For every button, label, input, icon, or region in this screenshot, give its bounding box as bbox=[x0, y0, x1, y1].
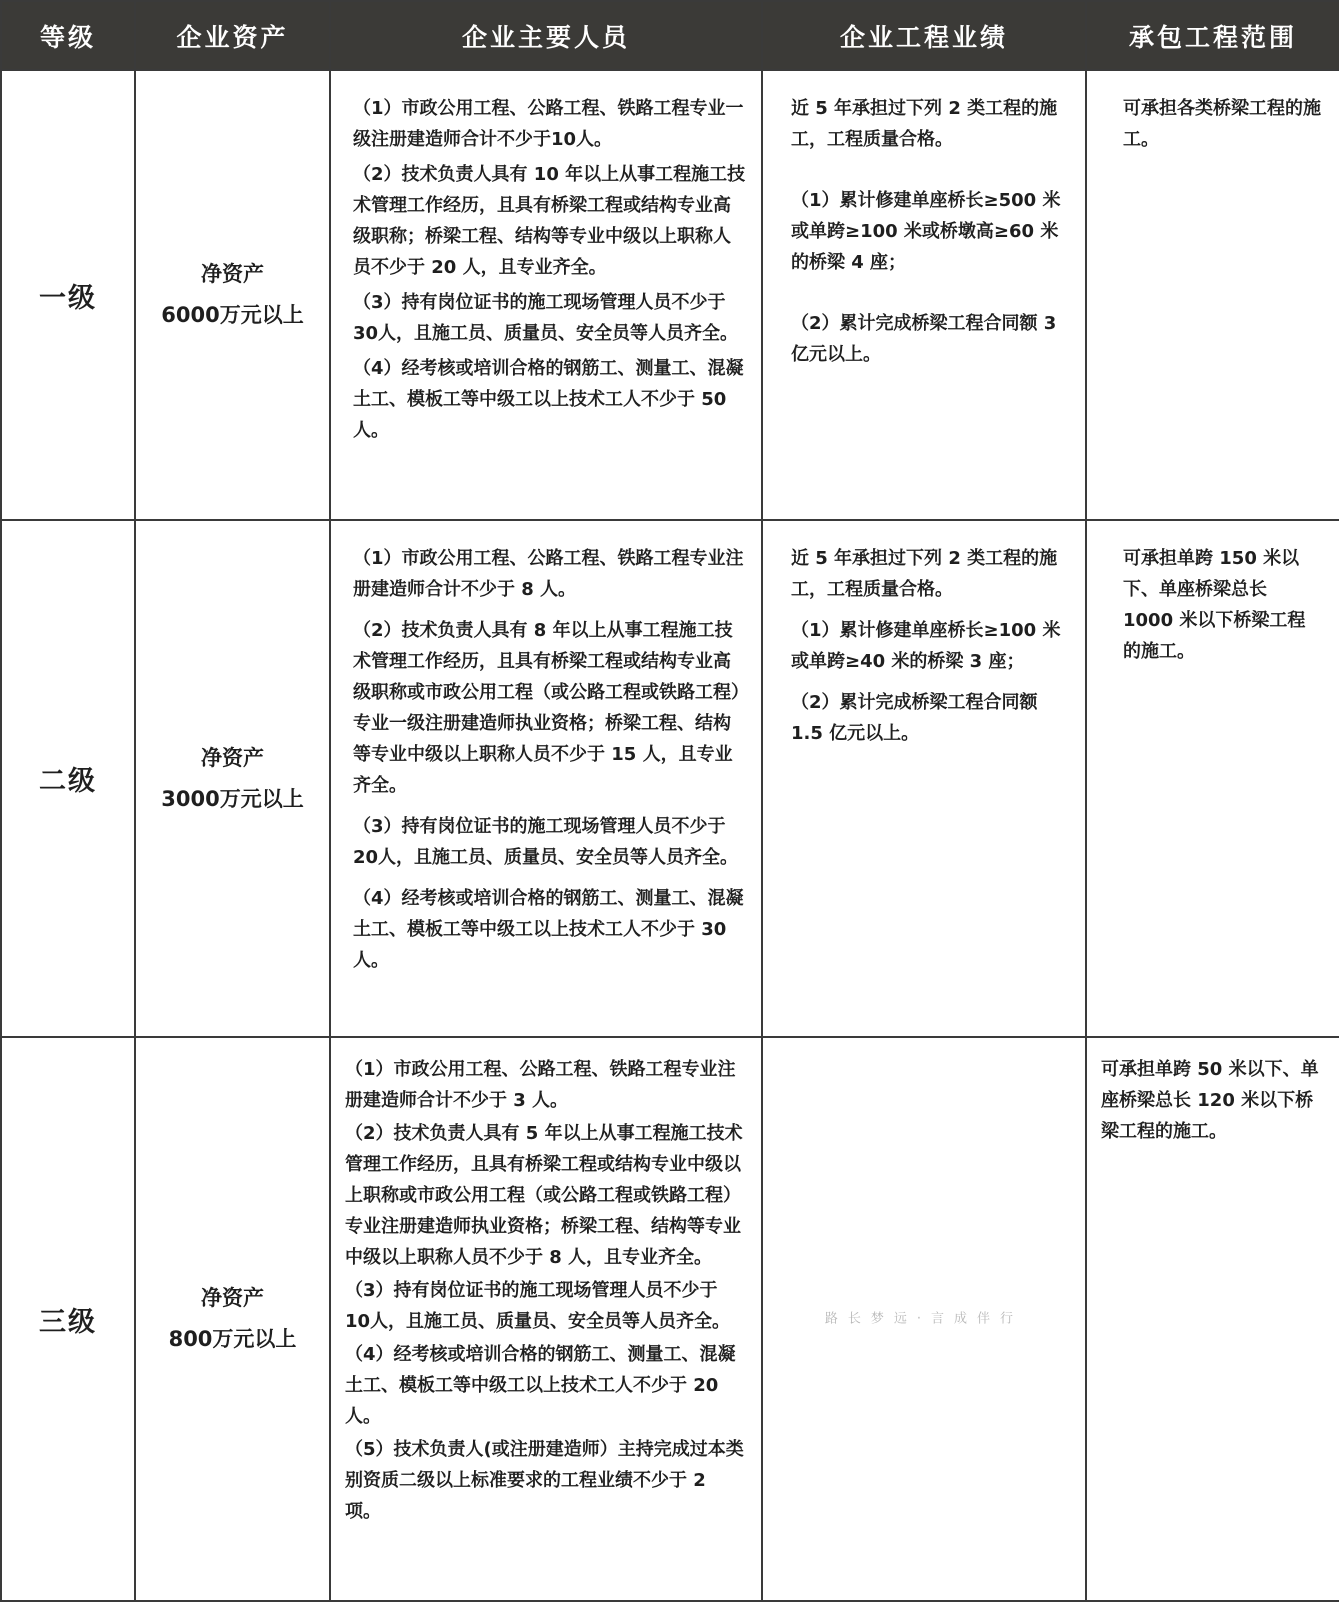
people-item-3: （3）持有岗位证书的施工现场管理人员不少于30人，且施工员、质量员、安全员等人员齐全。 bbox=[353, 292, 739, 344]
grade-cell: 二级 bbox=[1, 520, 135, 1037]
performance-cell bbox=[762, 70, 1086, 520]
asset-value: 6000万元以上 bbox=[161, 303, 304, 327]
people-item-5: （5）技术负责人(或注册建造师）主持完成过本类别资质二级以上标准要求的工程业绩不少于 2 项。 bbox=[345, 1439, 744, 1522]
header-asset: 企业资产 bbox=[135, 1, 330, 70]
table-row-grade-2 bbox=[1, 520, 1339, 1037]
performance-cell bbox=[762, 1037, 1086, 1601]
grade-cell: 一级 bbox=[1, 70, 135, 520]
asset-label: 净资产 bbox=[201, 745, 264, 770]
asset-value: 800万元以上 bbox=[168, 1327, 297, 1351]
performance-item-2: （2）累计完成桥梁工程合同额 1.5 亿元以上。 bbox=[791, 692, 1038, 744]
people-item-3: （3）持有岗位证书的施工现场管理人员不少于 20人，且施工员、质量员、安全员等人员齐全。 bbox=[353, 816, 739, 868]
people-item-4: （4）经考核或培训合格的钢筋工、测量工、混凝土工、模板工等中级工以上技术工人不少于 20 人。 bbox=[345, 1344, 736, 1427]
performance-cell bbox=[762, 520, 1086, 1037]
asset-label: 净资产 bbox=[201, 262, 264, 286]
asset-cell bbox=[135, 1037, 330, 1601]
header-scope: 承包工程范围 bbox=[1086, 1, 1339, 70]
people-item-1: （1）市政公用工程、公路工程、铁路工程专业注册建造师合计不少于 8 人。 bbox=[353, 548, 744, 600]
performance-item-1: （1）累计修建单座桥长≥100 米或单跨≥40 米的桥梁 3 座； bbox=[791, 620, 1061, 672]
grade-cell: 三级 bbox=[1, 1037, 135, 1601]
people-item-4: （4）经考核或培训合格的钢筋工、测量工、混凝土工、模板工等中级工以上技术工人不少于 50 人。 bbox=[353, 358, 744, 441]
performance-item-1: （1）累计修建单座桥长≥500 米或单跨≥100 米或桥墩高≥60 米的桥梁 4 座； bbox=[791, 190, 1061, 273]
performance-intro: 近 5 年承担过下列 2 类工程的施工，工程质量合格。 bbox=[791, 98, 1058, 150]
people-item-1: （1）市政公用工程、公路工程、铁路工程专业注册建造师合计不少于 3 人。 bbox=[345, 1059, 736, 1111]
people-item-1: （1）市政公用工程、公路工程、铁路工程专业一级注册建造师合计不少于10人。 bbox=[353, 98, 744, 150]
performance-intro: 近 5 年承担过下列 2 类工程的施工，工程质量合格。 bbox=[791, 548, 1058, 600]
scope-cell: 可承担各类桥梁工程的施工。 bbox=[1086, 70, 1339, 520]
people-cell bbox=[330, 520, 762, 1037]
asset-cell bbox=[135, 520, 330, 1037]
asset-cell bbox=[135, 70, 330, 520]
asset-value: 3000万元以上 bbox=[161, 786, 304, 811]
header-row bbox=[1, 1, 1339, 70]
performance-item-2: （2）累计完成桥梁工程合同额 3 亿元以上。 bbox=[791, 313, 1057, 365]
people-item-2: （2）技术负责人具有 8 年以上从事工程施工技术管理工作经历，且具有桥梁工程或结构专业高级职称或市政公用工程（或公路工程或铁路工程）专业一级注册建造师执业资格；桥梁工程、结构等专业中级以上职称人员不少于 15 人，且专业齐全。 bbox=[353, 620, 740, 796]
people-item-3: （3）持有岗位证书的施工现场管理人员不少于 10人，且施工员、质量员、安全员等人员齐全。 bbox=[345, 1280, 731, 1332]
header-performance: 企业工程业绩 bbox=[762, 1, 1086, 70]
header-people: 企业主要人员 bbox=[330, 1, 762, 70]
header-grade: 等级 bbox=[1, 1, 135, 70]
people-item-4: （4）经考核或培训合格的钢筋工、测量工、混凝土工、模板工等中级工以上技术工人不少于 30 人。 bbox=[353, 888, 744, 971]
watermark-text: 路长梦远·言成伴行 bbox=[824, 1311, 1024, 1327]
table-row-grade-3 bbox=[1, 1037, 1339, 1601]
people-item-2: （2）技术负责人具有 5 年以上从事工程施工技术管理工作经历，且具有桥梁工程或结构专业中级以上职称或市政公用工程（或公路工程或铁路工程）专业注册建造师执业资格；桥梁工程、结构等专业中级以上职称人员不少于 8 人，且专业齐全。 bbox=[345, 1123, 743, 1268]
people-cell bbox=[330, 1037, 762, 1601]
table-row-grade-1 bbox=[1, 70, 1339, 520]
asset-label: 净资产 bbox=[201, 1286, 264, 1310]
people-item-2: （2）技术负责人具有 10 年以上从事工程施工技术管理工作经历，且具有桥梁工程或结构专业高级职称；桥梁工程、结构等专业中级以上职称人员不少于 20 人，且专业齐全。 bbox=[353, 164, 746, 278]
people-cell bbox=[330, 70, 762, 520]
scope-cell: 可承担单跨 50 米以下、单座桥梁总长 120 米以下桥梁工程的施工。 bbox=[1086, 1037, 1339, 1601]
scope-cell: 可承担单跨 150 米以下、单座桥梁总长 1000 米以下桥梁工程的施工。 bbox=[1086, 520, 1339, 1037]
